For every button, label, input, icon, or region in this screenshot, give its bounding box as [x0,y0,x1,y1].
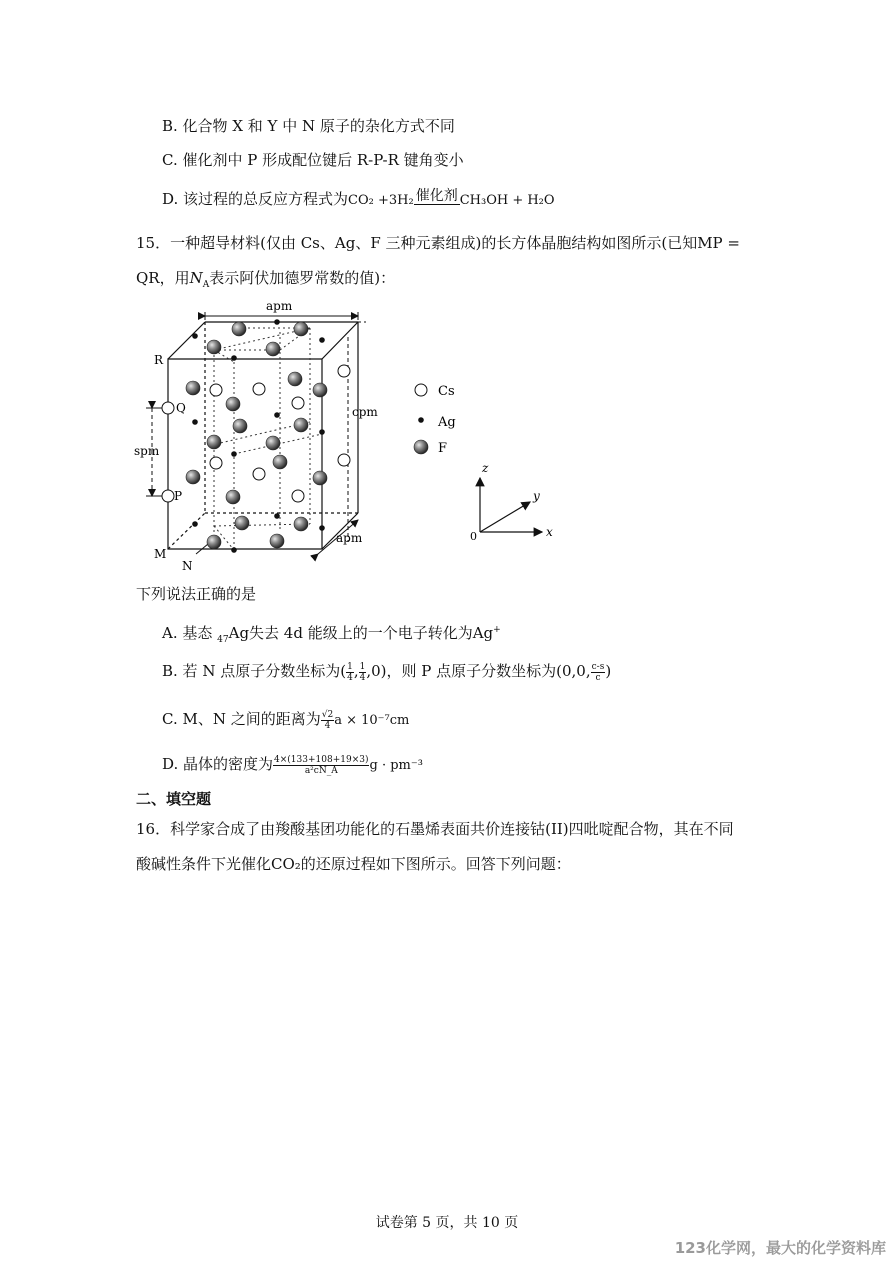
q15-option-b-frac3 [591,662,606,683]
axis-y-label: y [533,489,540,503]
frac2-num: 1 [359,661,366,672]
legend-ag-label: Ag [438,415,456,430]
q15-option-c [162,709,409,731]
q15-prompt: 下列说法正确的是 [136,585,257,603]
q15-stem-line2-a: QR，用 [136,269,190,287]
axis-x-label: x [546,525,553,539]
q15-option-a [162,620,501,650]
frac1-num: 1 [347,661,353,672]
q15-option-d [162,754,423,776]
section-title-fill-in: 二、填空题 [136,790,212,808]
axis-origin-label: 0 [470,530,477,543]
q15-option-a-sub: 47 [217,635,229,645]
q15-option-c-prefix: C. M、N 之间的距离为 [162,710,321,728]
label-r: R [154,353,164,367]
axis-z-label: z [482,461,489,475]
watermark: 123化学网，最大的化学资料库 [674,1239,886,1257]
q15-option-a-prefix: A. 基态 [162,624,213,642]
frac3-num: c-s [591,661,605,672]
label-n: N [182,559,193,573]
unit-cell-box [168,322,358,549]
q15-stem-line2 [136,268,395,295]
q15-option-a-mid: Ag失去 4d 能级上的一个电子转化为Ag [228,624,494,642]
q14-option-c: C. 催化剂中 P 形成配位键后 R-P-R 键角变小 [162,151,464,169]
label-spm: spm [134,444,160,458]
legend-cs-label: Cs [438,384,455,399]
frac1-den: 4 [347,672,353,683]
q14-option-d-arrow [414,188,460,211]
legend-f-label: F [438,441,448,456]
label-cpm: cpm [352,405,378,419]
q14-option-b: B. 化合物 X 和 Y 中 N 原子的杂化方式不同 [162,117,455,135]
f-atoms [186,322,327,549]
q15-option-a-sup: + [493,625,501,635]
q15-option-b-mid: ,0)，则 P 点原子分数坐标为(0,0, [366,662,591,680]
d-frac-den: a²cN_A [304,765,338,776]
label-apm-bottom: apm [336,531,363,545]
q15-option-b-frac1 [346,662,354,683]
label-m: M [154,547,167,561]
c-frac-num: √2 [321,709,334,720]
legend-f-marker [414,440,428,454]
q15-na-symbol: N [189,269,203,287]
q15-option-d-prefix: D. 晶体的密度为 [162,755,274,773]
label-p: P [174,489,183,503]
page-footer: 试卷第 5 页，共 10 页 [375,1215,519,1231]
q15-option-b-prefix: B. 若 N 点原子分数坐标为( [162,662,347,680]
q15-stem-line1: 15．一种超导材料(仅由 Cs、Ag、F 三种元素组成)的长方体晶胞结构如图所示(已知MP = [136,234,740,252]
legend-ag-marker [418,417,424,423]
q15-na-sub: A [202,280,210,290]
q16-line2: 酸碱性条件下光催化CO₂的还原过程如下图所示。回答下列问题： [136,855,571,873]
q14-option-d-catalyst: 催化剂 [415,188,458,204]
q15-option-b-end: ) [605,662,612,680]
q15-stem-line2-b: 表示阿伏加德罗常数的值)： [209,269,396,287]
legend-cs-marker [415,384,427,396]
q15-option-d-frac [273,755,369,776]
q15-option-d-rest: g · pm⁻³ [369,758,423,773]
d-frac-num: 4×(133+108+19×3) [274,754,369,765]
q14-option-d [162,188,555,211]
c-frac-den: 4 [324,720,331,731]
coordinate-axes [480,478,542,532]
q14-option-d-prefix: D. 该过程的总反应方程式为 [162,190,349,208]
q14-option-d-lhs: CO₂ +3H₂ [348,193,414,208]
q15-option-b: B. 若 N 点原子分数坐标为( $\frac{1}{4}$ , $\frac{1}{4}$ ,0)，则 P 点原子分数坐标为(0,0, $\frac{c-s}{c}$ ) [162,661,612,683]
frac3-den: c [595,672,601,683]
frac2-den: 4 [359,672,366,683]
label-q: Q [176,401,186,415]
q16-line1: 16．科学家合成了由羧酸基团功能化的石墨烯表面共价连接钴(II)四吡啶配合物，其在不同 [136,820,734,838]
label-apm-top: apm [266,299,293,313]
q15-option-c-frac [321,710,334,731]
q15-option-c-rest: a × 10⁻⁷cm [334,713,410,728]
q14-option-d-rhs: CH₃OH + H₂O [459,193,555,208]
crystal-structure-figure [130,292,570,578]
